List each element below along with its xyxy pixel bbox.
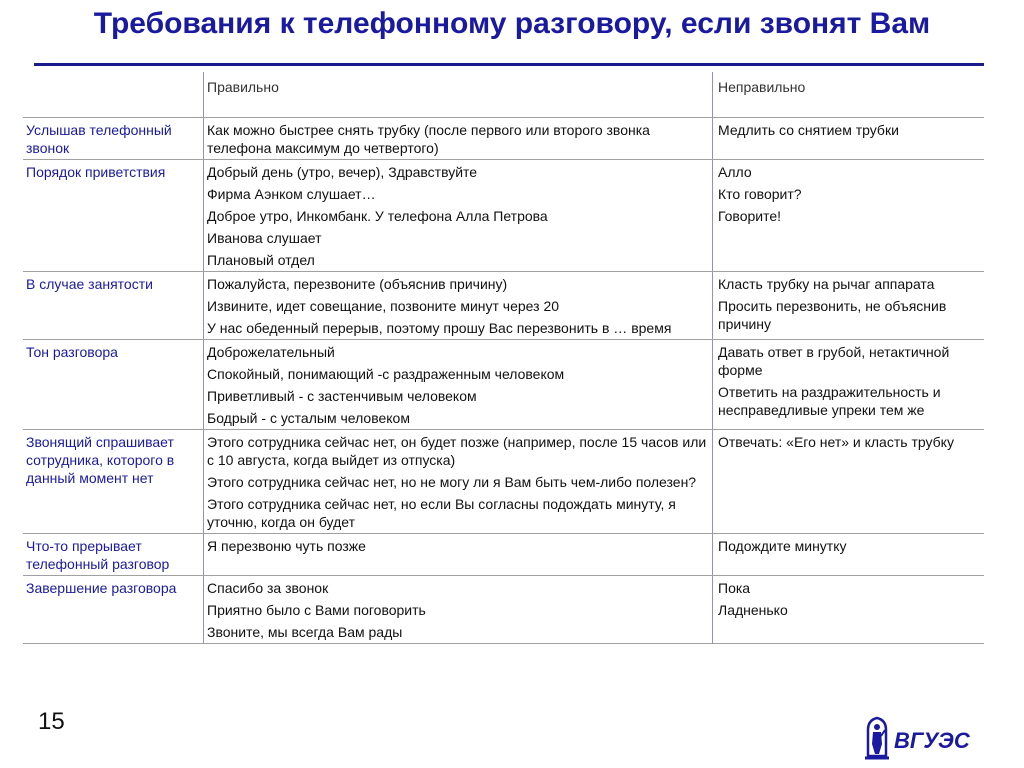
incorrect-phrase: Подождите минутку xyxy=(718,538,847,554)
incorrect-phrases-cell xyxy=(713,430,985,534)
correct-phrase: Извините, идет совещание, позвоните минут через 20 xyxy=(207,298,560,314)
phone-etiquette-table xyxy=(23,72,984,644)
header-right: Правильно xyxy=(204,72,713,118)
logo-emblem-icon xyxy=(865,718,889,758)
correct-phrase: Приветливый - с застенчивым человеком xyxy=(207,388,477,404)
table-row xyxy=(23,160,984,272)
correct-phrase: Пожалуйста, перезвоните (объяснив причину) xyxy=(207,276,508,292)
header-wrong: Неправильно xyxy=(713,72,985,118)
correct-phrases-cell xyxy=(204,118,713,160)
incorrect-phrase: Отвечать: «Его нет» и класть трубку xyxy=(718,434,954,450)
situation-cell: Порядок приветствия xyxy=(23,160,204,272)
correct-phrase: Этого сотрудника сейчас нет, он будет позже (например, после 15 часов или с 10 августа, когда выйдет из отпуска) xyxy=(207,434,707,468)
situation-cell: Завершение разговора xyxy=(23,576,204,644)
correct-phrase: У нас обеденный перерыв, поэтому прошу Вас перезвонить в … время xyxy=(207,320,672,336)
correct-phrase: Я перезвоню чуть позже xyxy=(207,538,366,554)
correct-phrase: Этого сотрудника сейчас нет, но не могу ли я Вам быть чем-либо полезен? xyxy=(207,474,697,490)
incorrect-phrases-cell xyxy=(713,272,985,340)
incorrect-phrase: Кто говорит? xyxy=(718,186,802,202)
situation-cell: В случае занятости xyxy=(23,272,204,340)
correct-phrases-cell xyxy=(204,430,713,534)
university-logo xyxy=(862,714,992,764)
correct-phrase: Иванова слушает xyxy=(207,230,322,246)
situation-cell: Звонящий спрашивает сотрудника, которого в данный момент нет xyxy=(23,430,204,534)
logo-wordmark: ВГУЭС xyxy=(894,728,970,753)
correct-phrase: Добрый день (утро, вечер), Здравствуйте xyxy=(207,164,478,180)
situation-cell: Тон разговора xyxy=(23,340,204,430)
correct-phrase: Спокойный, понимающий -с раздраженным человеком xyxy=(207,366,565,382)
incorrect-phrase: Говорите! xyxy=(718,208,782,224)
incorrect-phrases-cell xyxy=(713,118,985,160)
correct-phrases-cell xyxy=(204,534,713,576)
situation-cell: Услышав телефонный звонок xyxy=(23,118,204,160)
table-row xyxy=(23,340,984,430)
correct-phrase: Спасибо за звонок xyxy=(207,580,329,596)
incorrect-phrase: Класть трубку на рычаг аппарата xyxy=(718,276,935,292)
correct-phrase: Доброе утро, Инкомбанк. У телефона Алла Петрова xyxy=(207,208,548,224)
table-row xyxy=(23,272,984,340)
correct-phrases-cell xyxy=(204,576,713,644)
title-divider xyxy=(34,63,984,66)
correct-phrase: Этого сотрудника сейчас нет, но если Вы согласны подождать минуту, я уточню, когда он будет xyxy=(207,496,676,530)
table-row xyxy=(23,118,984,160)
correct-phrase: Доброжелательный xyxy=(207,344,335,360)
header-situation xyxy=(23,72,204,118)
incorrect-phrases-cell xyxy=(713,576,985,644)
correct-phrases-cell xyxy=(204,160,713,272)
incorrect-phrase: Просить перезвонить, не объяснив причину xyxy=(718,298,947,332)
situation-cell: Что-то прерывает телефонный разговор xyxy=(23,534,204,576)
correct-phrase: Приятно было с Вами поговорить xyxy=(207,602,426,618)
table-row xyxy=(23,430,984,534)
correct-phrase: Фирма Аэнком слушает… xyxy=(207,186,376,202)
incorrect-phrases-cell xyxy=(713,160,985,272)
correct-phrase: Звоните, мы всегда Вам рады xyxy=(207,624,403,640)
slide-title: Требования к телефонному разговору, если звонят Вам xyxy=(93,7,931,40)
incorrect-phrases-cell xyxy=(713,534,985,576)
incorrect-phrases-cell xyxy=(713,340,985,430)
page-number: 15 xyxy=(38,708,65,735)
correct-phrase: Бодрый - с усталым человеком xyxy=(207,410,410,426)
correct-phrases-cell xyxy=(204,340,713,430)
correct-phrases-cell xyxy=(204,272,713,340)
incorrect-phrase: Пока xyxy=(718,580,751,596)
correct-phrase: Плановый отдел xyxy=(207,252,315,268)
incorrect-phrase: Медлить со снятием трубки xyxy=(718,122,899,138)
incorrect-phrase: Алло xyxy=(718,164,752,180)
table-header-row xyxy=(23,72,984,118)
table-row xyxy=(23,576,984,644)
correct-phrase: Как можно быстрее снять трубку (после первого или второго звонка телефона максимум до четвертого) xyxy=(207,122,650,156)
incorrect-phrase: Давать ответ в грубой, нетактичной форме xyxy=(718,344,950,378)
incorrect-phrase: Ответить на раздражительность и несправедливые упреки тем же xyxy=(718,384,941,418)
table-row xyxy=(23,534,984,576)
incorrect-phrase: Ладненько xyxy=(718,602,788,618)
